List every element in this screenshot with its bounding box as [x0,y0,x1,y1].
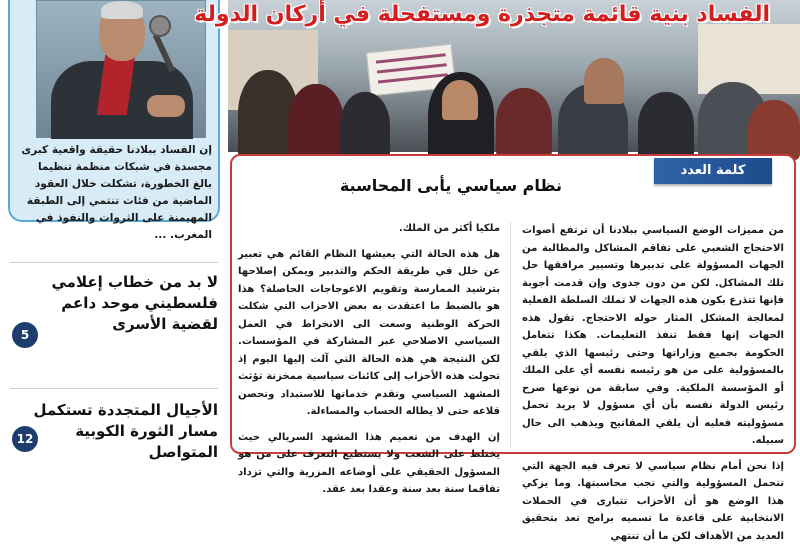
story-teaser[interactable] [10,400,218,463]
sidebar [0,0,228,450]
page-number-badge: 12 [12,426,38,452]
paragraph: ملكيا أكثر من الملك. [238,220,500,238]
paragraph: إن الهدف من تعميم هذا المشهد السريالي حيث يختلط على الشعب ولا يستطيع التعرف على من هو المسؤول الحقيقي على أوضاعه المزرية والتي تزداد تفاقما سنة بعد سنة وعقدا بعد عقد. [238,429,500,499]
divider [10,262,218,263]
story-title[interactable]: لا بد من خطاب إعلامي فلسطيني موحد داعم لقضية الأسرى [10,272,218,335]
column-divider [510,222,511,448]
editorial-box [230,154,796,454]
article-column-left [238,220,500,448]
page-number-badge: 5 [12,322,38,348]
section-label: كلمة العدد [654,158,772,184]
divider [10,388,218,389]
protest-photo [228,0,800,152]
quote-box [8,0,220,222]
story-title[interactable]: الأجيال المتجددة تستكمل مسار الثورة الكوبية المتواصل [10,400,218,463]
paragraph: إذا نحن أمام نظام سياسي لا تعرف فيه الجهة التي تتحمل المسؤولية والتي تجب محاسبتها. وما يزكي هذا الوضع هو أن الأحزاب تتبارى في الحملات الانتخابية على قاعدة ما تسميه برامج تعد بتحقيق العديد من الأهداف لكن ما أن تنتهي [522,458,784,545]
paragraph: من مميزات الوضع السياسي ببلادنا أن ترتفع أصوات الاحتجاج الشعبي على تفاقم المشاكل والمطالبة من الجهات المسؤولة على تدبيرها وتسيير مرافقها حل تلك المشاكل. لكن من دون جدوى وإن قدمت أجوبة فإنها تتذرع بكون هذه الجهات لا تملك السلطة الفعلية لمعالجة المشكل المثار حوله الاحتجاج. تقول هذه الجهات إنها فقط تنفذ التعليمات. هكذا تتعامل الحكومة بجميع وزاراتها وحتى رئيسها الذي يلقي بالمسؤولية على من هو رئيسه نفسه أي على الملك أو المؤسسة الملكية. وفي سابقة من نوعها صرح رئيس الدولة نفسه بأن أي مسؤول لا يريد تحمل مسؤوليته فعليه أن يلقي المفاتيح ويذهب الى حال سبيله. [522,222,784,450]
main-headline: الفساد بنية قائمة متجذرة ومستفحلة في أركان الدولة [194,2,770,27]
paragraph: هل هذه الحالة التي يعيشها النظام القائم هي تعبير عن خلل في طريقة الحكم والتدبير ويمكن إصلاحها بترشيد الممارسة وتقويم الاعوجاجات الحاصلة؟ هذا هو بالضبط ما اعتقدت به بعض الاحزاب التي شكلت الحركة الوطنية وسعت الى الانخراط في العمل السياسي الاصلاحي عبر المشاركة في المؤسسات. لكن النتيجة هي هذه الحالة التي آلت إليها اليوم إذ تحولت هذه الأحزاب إلى كائنات سياسية ممخزنة تؤثث المشهد السياسي وتقدم خدماتها للاستبداد وتحصن قلاعه حتى لا يطاله الحساب والمساءلة. [238,246,500,421]
quote-text: إن الفساد ببلادنا حقيقة واقعية كبرى مجسدة في شبكات منظمة تنظيما بالغ الخطورة، تشكلت خلال العقود الماضية من فئات تنتمي إلى الطبقة المهيمنة على الثروات والنفوذ في المغرب. ... [20,142,212,244]
article-column-right [522,222,784,450]
speaker-photo [36,0,206,138]
story-teaser[interactable] [10,272,218,335]
article-title: نظام سياسي يأبى المحاسبة [382,176,562,195]
